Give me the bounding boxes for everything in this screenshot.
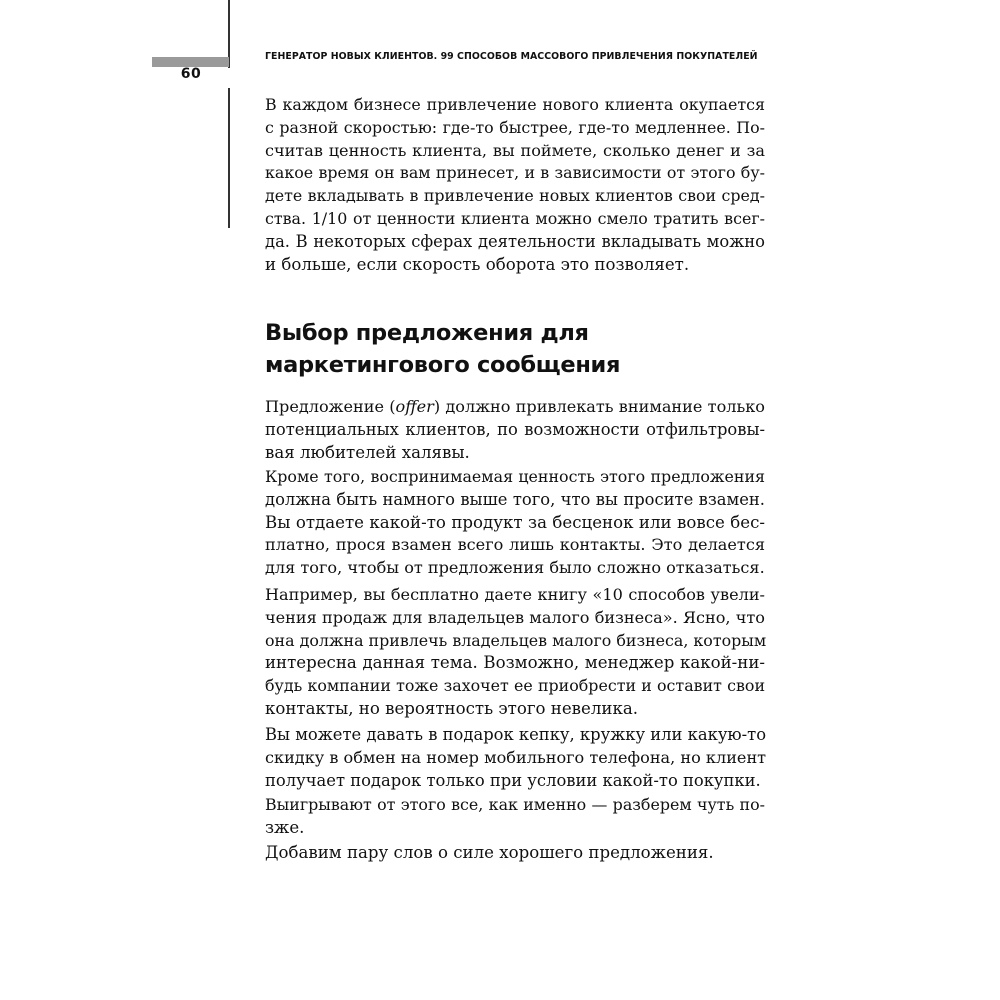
running-title: ГЕНЕРАТОР НОВЫХ КЛИЕНТОВ. 99 СПОСОБОВ МАССОВОГО ПРИВЛЕЧЕНИЯ ПОКУПАТЕЛЕЙ bbox=[265, 51, 758, 62]
text-line: должна быть намного выше того, что вы просите взамен. bbox=[265, 489, 765, 509]
text-line: Добавим пару слов о силе хорошего предложения. bbox=[265, 843, 714, 862]
paragraph-gift bbox=[265, 724, 765, 792]
text-line: Вы можете давать в подарок кепку, кружку или какую-то bbox=[265, 725, 767, 744]
intro-paragraph bbox=[265, 94, 765, 276]
text-line: ства. 1/10 от ценности клиента можно смело тратить всег- bbox=[265, 208, 765, 228]
text-line: Кроме того, воспринимаемая ценность этого предложения bbox=[265, 467, 765, 486]
text-line: с разной скоростью: где-то быстрее, где-то медленнее. По- bbox=[265, 117, 765, 137]
text-line: да. В некоторых сферах деятельности вкладывать можно bbox=[265, 231, 765, 251]
text-line: контакты, но вероятность этого невелика. bbox=[265, 698, 638, 718]
text-line: чения продаж для владельцев малого бизнеса». Ясно, что bbox=[265, 607, 765, 627]
italic-term: offer bbox=[395, 397, 434, 416]
paragraph-example bbox=[265, 584, 765, 721]
page-number: 60 bbox=[180, 66, 202, 82]
text-line: В каждом бизнесе привлечение нового клиента окупается bbox=[265, 95, 765, 114]
paragraph-closing bbox=[265, 842, 765, 865]
heading-line: Выбор предложения для bbox=[265, 320, 589, 346]
text-segment: ) должно привлекать внимание только bbox=[433, 397, 765, 416]
text-line: для того, чтобы от предложения было сложно отказаться. bbox=[265, 558, 765, 578]
text-line: получает подарок только при условии какой-то покупки. bbox=[265, 770, 761, 790]
heading-line: маркетингового сообщения bbox=[265, 352, 621, 378]
text-line: какое время он вам принесет, и в зависимости от этого бу- bbox=[265, 163, 765, 183]
paragraph-winners bbox=[265, 794, 765, 840]
text-segment: Предложение ( bbox=[265, 397, 396, 416]
text-line: Выигрывают от этого все, как именно — разберем чуть по- bbox=[265, 795, 765, 814]
text-line: скидку в обмен на номер мобильного телефона, но клиент bbox=[265, 747, 767, 767]
text-line: зже. bbox=[265, 817, 305, 837]
paragraph-value bbox=[265, 466, 765, 580]
margin-rule-middle bbox=[228, 88, 230, 228]
text-line: считав ценность клиента, вы поймете, сколько денег и за bbox=[265, 140, 765, 160]
paragraph-offer bbox=[265, 396, 765, 464]
text-line bbox=[265, 396, 765, 419]
text-line: она должна привлечь владельцев малого бизнеса, которым bbox=[265, 630, 767, 650]
text-line: платно, прося взамен всего лишь контакты. Это делается bbox=[265, 535, 765, 555]
text-line: потенциальных клиентов, по возможности отфильтровы- bbox=[265, 419, 765, 439]
text-line: интересна данная тема. Возможно, менеджер какой-ни- bbox=[265, 653, 765, 673]
text-line: дете вкладывать в привлечение новых клиентов свои сред- bbox=[265, 186, 765, 206]
section-heading bbox=[265, 317, 765, 381]
text-line: Например, вы бесплатно даете книгу «10 способов увели- bbox=[265, 585, 765, 604]
text-line: Вы отдаете какой-то продукт за бесценок или вовсе бес- bbox=[265, 512, 765, 532]
text-line: и больше, если скорость оборота это позволяет. bbox=[265, 254, 690, 274]
text-line: будь компании тоже захочет ее приобрести и оставит свои bbox=[265, 676, 765, 696]
text-line: вая любителей халявы. bbox=[265, 442, 470, 462]
